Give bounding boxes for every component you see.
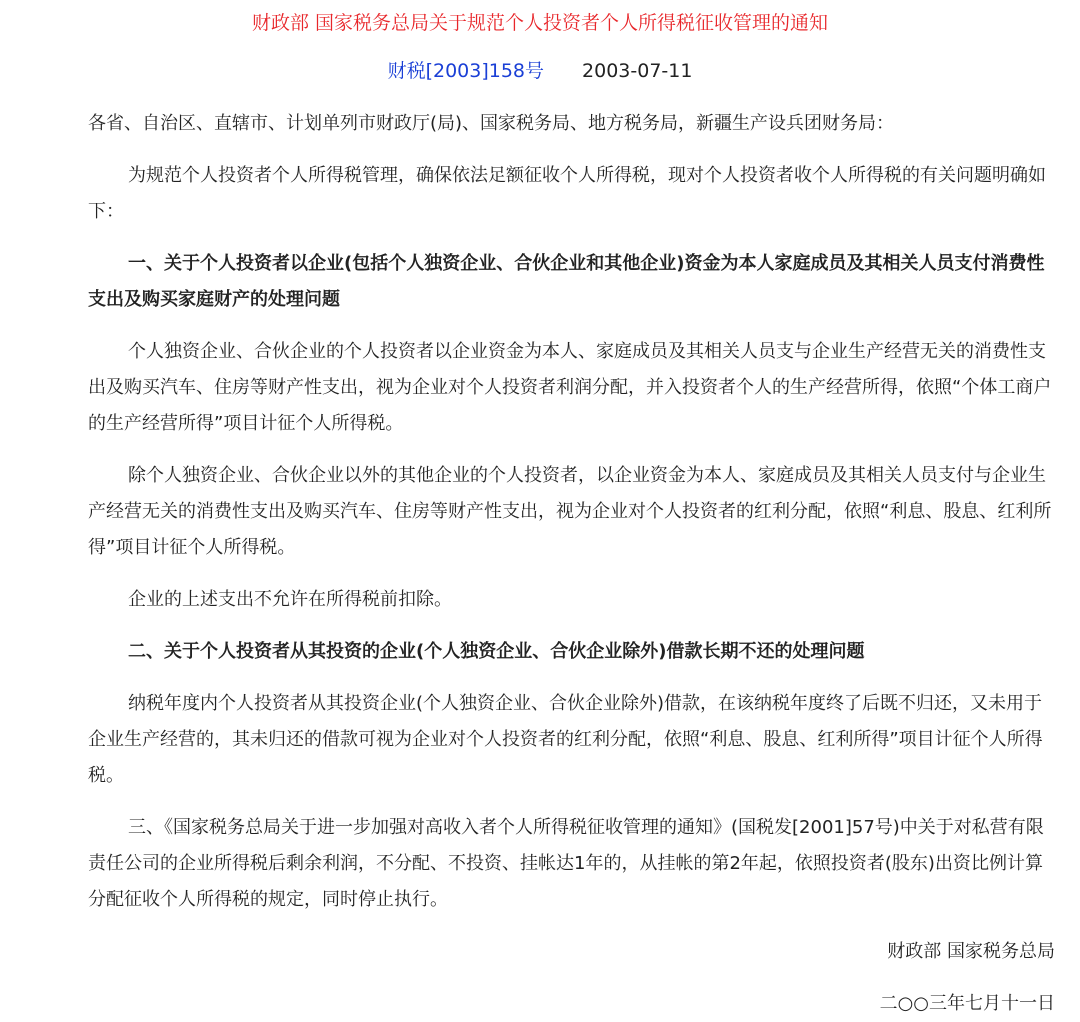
section-2-paragraph-1: 纳税年度内个人投资者从其投资企业(个人独资企业、合伙企业除外)借款，在该纳税年度终了后既不归还，又未用于企业生产经营的，其未归还的借款可视为企业对个人投资者的红利分配，依照“利息、股息、红利所得”项目计征个人所得税。 [88,693,1043,786]
intro-paragraph: 为规范个人投资者个人所得税管理，确保依法足额征收个人所得税，现对个人投资者收个人所得税的有关问题明确如下： [88,165,1046,222]
section-1-heading: 一、关于个人投资者以企业(包括个人独资企业、合伙企业和其他企业)资金为本人家庭成员及其相关人员支付消费性支出及购买家庭财产的处理问题 [88,253,1045,310]
section-2-heading: 二、关于个人投资者从其投资的企业(个人独资企业、合伙企业除外)借款长期不还的处理问题 [128,641,865,662]
salutation: 各省、自治区、直辖市、计划单列市财政厅(局)、国家税务局、地方税务局，新疆生产设兵团财务局： [88,113,895,134]
document-title: 财政部 国家税务总局关于规范个人投资者个人所得税征收管理的通知 [251,12,829,34]
section-1-paragraph-1: 个人独资企业、合伙企业的个人投资者以企业资金为本人、家庭成员及其相关人员支与企业生产经营无关的消费性支出及购买汽车、住房等财产性支出，视为企业对个人投资者利润分配，并入投资者个人的生产经营所得，依照“个体工商户的生产经营所得”项目计征个人所得税。 [88,341,1052,434]
document-date: 2003-07-11 [582,60,693,82]
document-number: 财税[2003]158号 [387,60,545,82]
signature-date: 二○○三年七月十一日 [879,993,1055,1014]
document-meta [0,56,1080,86]
section-3-paragraph: 三、《国家税务总局关于进一步加强对高收入者个人所得税征收管理的通知》(国税发[2001]57号)中关于对私营有限责任公司的企业所得税后剩余利润，不分配、不投资、挂帐达1年的，从挂帐的第2年起，依照投资者(股东)出资比例计算分配征收个人所得税的规定，同时停止执行。 [88,817,1044,910]
signature: 财政部 国家税务总局 [887,941,1055,962]
section-1-paragraph-2: 除个人独资企业、合伙企业以外的其他企业的个人投资者，以企业资金为本人、家庭成员及其相关人员支付与企业生产经营无关的消费性支出及购买汽车、住房等财产性支出，视为企业对个人投资者的红利分配，依照“利息、股息、红利所得”项目计征个人所得税。 [88,465,1052,558]
section-1-paragraph-3: 企业的上述支出不允许在所得税前扣除。 [128,589,452,610]
